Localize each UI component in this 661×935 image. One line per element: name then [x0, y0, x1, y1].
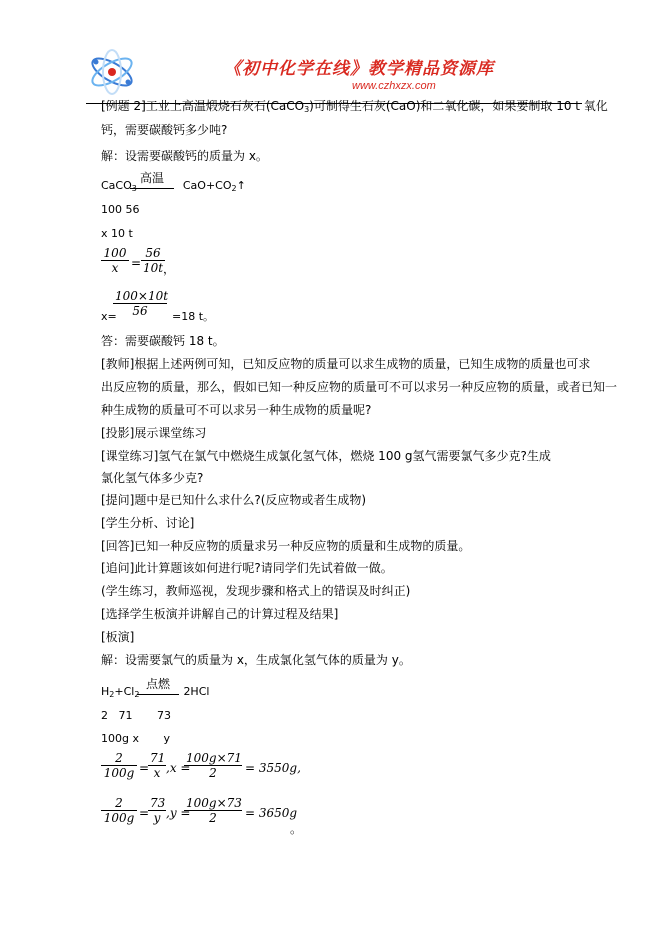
step-analysis: [学生分析、讨论]: [101, 516, 195, 530]
fraction-x-result: $\frac{100\times 10t}{56}$: [115, 289, 169, 318]
f1-fraction-100g-71-over-2: $\frac{100g\times 71}{2}$: [186, 751, 242, 780]
comma: ，: [163, 262, 176, 276]
equation-1-masses: 100 56: [101, 203, 140, 216]
f2-y-equals: ,y =: [166, 806, 191, 820]
end-mark: 。: [290, 822, 303, 836]
step-board: [板演]: [101, 630, 135, 644]
f1-fraction-71-over-x: $\frac{71}{x}$: [150, 751, 166, 780]
solution-intro: 解：设需要碳酸钙的质量为 x。: [101, 149, 268, 163]
f2-fraction-73-over-y: $\frac{73}{y}$: [150, 796, 166, 825]
header-banner: [86, 40, 582, 106]
equation-2-condition: 点燃: [137, 675, 179, 695]
equation-1-condition: 高温: [130, 169, 174, 189]
step-exercise-1: [课堂练习]氢气在氯气中燃烧生成氯化氢气体，燃烧 100 g氢气需要氯气多少克?生成: [101, 449, 551, 463]
step-projection: [投影]展示课堂练习: [101, 426, 207, 440]
step-reply: [回答]已知一种反应物的质量求另一种反应物的质量和生成物的质量。: [101, 539, 471, 553]
x-label: x=: [101, 310, 117, 323]
teacher-line-2: 出反应物的质量，那么，假如已知一种反应物的质量可不可以求另一种反应物的质量，或者已知一: [101, 380, 618, 394]
equation-1-unknowns: x 10 t: [101, 227, 133, 240]
step-select: [选择学生板演并讲解自己的计算过程及结果]: [101, 607, 339, 621]
f2-fraction-2-over-100g: $\frac{2}{100g}$: [101, 796, 137, 825]
equation-2-unknowns: 100g x y: [101, 732, 170, 745]
equation-sign: =: [131, 256, 142, 270]
header-url: www.czhxzx.com: [352, 80, 436, 92]
f2-fraction-100g-73-over-2: $\frac{100g\times 73}{2}$: [186, 796, 242, 825]
answer: 答：需要碳酸钙 18 t。: [101, 334, 225, 348]
f2-equals: =: [139, 806, 150, 820]
step-practice: (学生练习，教师巡视，发现步骤和格式上的错误及时纠正): [101, 584, 411, 598]
f1-result: = 3550g,: [245, 761, 301, 775]
fraction-56-over-10t: $\frac{56}{10t}$: [143, 246, 164, 275]
header-title: 《初中化学在线》教学精品资源库: [224, 59, 494, 79]
f2-result: = 3650g: [245, 806, 298, 820]
f1-equals: =: [139, 761, 150, 775]
equation-1: CaCO$_3$ $CaO+CO_2↑$: [101, 179, 246, 193]
step-exercise-2: 氯化氢气体多少克?: [101, 471, 204, 485]
fraction-100-over-x: $\frac{100}{x}$: [101, 246, 129, 275]
equation-2-masses: 2 71 73: [101, 709, 171, 722]
equation-2: $H_2+Cl_2$ 2HCl: [101, 685, 210, 699]
step-question: [提问]题中是已知什么求什么?(反应物或者生成物): [101, 493, 367, 507]
f1-x-equals: ,x =: [166, 761, 191, 775]
f1-fraction-2-over-100g: $\frac{2}{100g}$: [101, 751, 137, 780]
x-result: =18 t。: [172, 310, 215, 323]
teacher-line-3: 种生成物的质量可不可以求另一种生成物的质量呢?: [101, 403, 372, 417]
molecule-logo-icon: [86, 46, 138, 98]
example-line-1: [例题 2]工业上高温煅烧石灰石(CaCO$_3$)可制得生石灰(CaO)和二氧化碳，如果要制取 10 t 氧化: [101, 99, 608, 114]
teacher-line-1: [教师]根据上述两例可知，已知反应物的质量可以求生成物的质量，已知生成物的质量也可求: [101, 357, 591, 371]
solution2-intro: 解：设需要氯气的质量为 x，生成氯化氢气体的质量为 y。: [101, 653, 411, 667]
example-line-2: 钙，需要碳酸钙多少吨?: [101, 123, 228, 137]
step-ask: [追问]此计算题该如何进行呢?请同学们先试着做一做。: [101, 561, 393, 575]
